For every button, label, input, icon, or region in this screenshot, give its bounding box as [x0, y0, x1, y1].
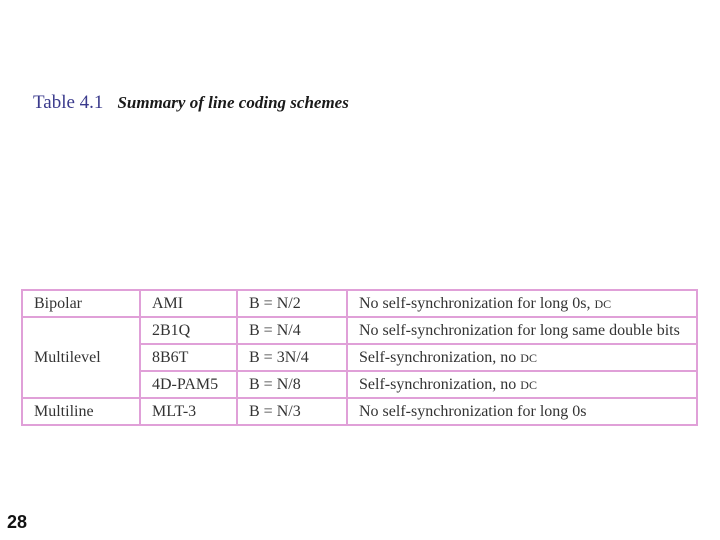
scheme-cell: 8B6T [140, 344, 237, 371]
bandwidth-cell: B = N/3 [237, 398, 347, 425]
scheme-cell: 4D-PAM5 [140, 371, 237, 398]
scheme-cell: MLT-3 [140, 398, 237, 425]
characteristics-cell: No self-synchronization for long same double bits [347, 317, 697, 344]
characteristics-text: Self-synchronization, no [359, 348, 517, 366]
characteristics-suffix: DC [520, 350, 537, 365]
category-cell: Bipolar [22, 290, 140, 317]
bandwidth-cell: B = N/4 [237, 317, 347, 344]
table-row [22, 290, 697, 317]
characteristics-suffix: DC [594, 296, 612, 311]
page-number: 28 [7, 512, 28, 532]
characteristics-cell: No self-synchronization for long 0s [347, 398, 697, 425]
category-cell: Multilevel [22, 317, 140, 398]
table-row [22, 398, 697, 425]
table-caption [33, 92, 349, 114]
characteristics-suffix: DC [520, 377, 537, 392]
table-caption-title: Summary of line coding schemes [117, 93, 349, 112]
characteristics-cell [347, 290, 697, 317]
scheme-cell: AMI [140, 290, 237, 317]
bandwidth-cell: B = 3N/4 [237, 344, 347, 371]
characteristics-text: Self-synchronization, no [359, 375, 517, 393]
line-coding-table [21, 289, 698, 426]
characteristics-text: No self-synchronization for long 0s, [359, 294, 591, 312]
table-caption-label: Table 4.1 [33, 92, 104, 113]
characteristics-cell [347, 371, 697, 398]
scheme-cell: 2B1Q [140, 317, 237, 344]
table-row [22, 317, 697, 344]
category-cell: Multiline [22, 398, 140, 425]
bandwidth-cell: B = N/2 [237, 290, 347, 317]
bandwidth-cell: B = N/8 [237, 371, 347, 398]
characteristics-cell [347, 344, 697, 371]
